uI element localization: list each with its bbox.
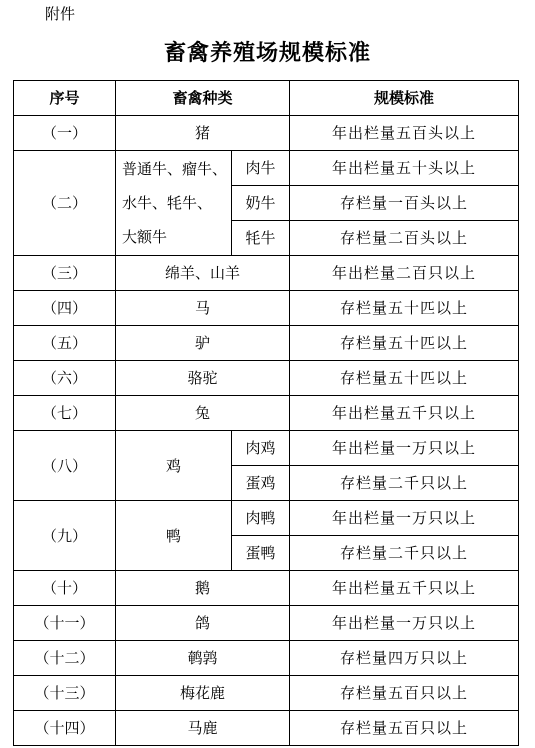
species-cell: 鸭 <box>116 501 232 571</box>
header-seq: 序号 <box>14 81 116 116</box>
standard-cell: 年出栏量二百只以上 <box>290 256 519 291</box>
species-cell: 骆驼 <box>116 361 290 396</box>
table-row <box>14 501 519 536</box>
table-row <box>14 606 519 641</box>
header-standard: 规模标准 <box>290 81 519 116</box>
subtype-cell: 蛋鸭 <box>232 536 290 571</box>
species-cell: 兔 <box>116 396 290 431</box>
table-row <box>14 326 519 361</box>
standard-cell: 年出栏量一万只以上 <box>290 501 519 536</box>
table-header-row <box>14 81 519 116</box>
cattle-group-line: 大额牛 <box>122 228 168 246</box>
subtype-cell: 肉牛 <box>232 151 290 186</box>
table-row <box>14 676 519 711</box>
seq-cell: （十二） <box>14 641 116 676</box>
seq-cell: （八） <box>14 431 116 501</box>
standard-cell: 存栏量四万只以上 <box>290 641 519 676</box>
table-row <box>14 291 519 326</box>
cattle-group-line: 水牛、牦牛、 <box>122 194 213 212</box>
cattle-group-cell <box>116 151 232 256</box>
header-species: 畜禽种类 <box>116 81 290 116</box>
seq-cell: （十三） <box>14 676 116 711</box>
species-cell: 鹅 <box>116 571 290 606</box>
standard-cell: 年出栏量五千只以上 <box>290 396 519 431</box>
document-title: 畜禽养殖场规模标准 <box>163 40 371 66</box>
species-cell: 鸽 <box>116 606 290 641</box>
species-cell: 马鹿 <box>116 711 290 746</box>
livestock-scale-table <box>13 80 519 746</box>
species-cell: 绵羊、山羊 <box>116 256 290 291</box>
standard-cell: 存栏量五十匹以上 <box>290 361 519 396</box>
standard-cell: 存栏量五十匹以上 <box>290 326 519 361</box>
table-row <box>14 711 519 746</box>
seq-cell: （二） <box>14 151 116 256</box>
species-cell: 梅花鹿 <box>116 676 290 711</box>
cattle-group-line: 普通牛、瘤牛、 <box>122 160 228 178</box>
subtype-cell: 蛋鸡 <box>232 466 290 501</box>
table-row <box>14 396 519 431</box>
table-row <box>14 571 519 606</box>
seq-cell: （一） <box>14 116 116 151</box>
seq-cell: （四） <box>14 291 116 326</box>
table-row <box>14 256 519 291</box>
standard-cell: 存栏量五十匹以上 <box>290 291 519 326</box>
standard-cell: 存栏量二百头以上 <box>290 221 519 256</box>
standard-cell: 年出栏量一万只以上 <box>290 431 519 466</box>
species-cell: 驴 <box>116 326 290 361</box>
seq-cell: （十一） <box>14 606 116 641</box>
seq-cell: （七） <box>14 396 116 431</box>
species-cell: 马 <box>116 291 290 326</box>
table-row <box>14 151 519 186</box>
standard-cell: 年出栏量五千只以上 <box>290 571 519 606</box>
species-cell: 鹌鹑 <box>116 641 290 676</box>
standard-cell: 年出栏量五十头以上 <box>290 151 519 186</box>
standard-cell: 存栏量五百只以上 <box>290 711 519 746</box>
standard-cell: 年出栏量五百头以上 <box>290 116 519 151</box>
species-cell: 猪 <box>116 116 290 151</box>
seq-cell: （九） <box>14 501 116 571</box>
subtype-cell: 奶牛 <box>232 186 290 221</box>
attachment-label: 附件 <box>45 5 76 23</box>
subtype-cell: 肉鸡 <box>232 431 290 466</box>
table-row <box>14 361 519 396</box>
seq-cell: （十） <box>14 571 116 606</box>
subtype-cell: 牦牛 <box>232 221 290 256</box>
seq-cell: （十四） <box>14 711 116 746</box>
standard-cell: 存栏量二千只以上 <box>290 466 519 501</box>
standard-cell: 存栏量五百只以上 <box>290 676 519 711</box>
subtype-cell: 肉鸭 <box>232 501 290 536</box>
table-row <box>14 116 519 151</box>
standard-cell: 年出栏量一万只以上 <box>290 606 519 641</box>
table-row <box>14 431 519 466</box>
standard-cell: 存栏量一百头以上 <box>290 186 519 221</box>
seq-cell: （五） <box>14 326 116 361</box>
standard-cell: 存栏量二千只以上 <box>290 536 519 571</box>
seq-cell: （六） <box>14 361 116 396</box>
seq-cell: （三） <box>14 256 116 291</box>
table-row <box>14 641 519 676</box>
species-cell: 鸡 <box>116 431 232 501</box>
